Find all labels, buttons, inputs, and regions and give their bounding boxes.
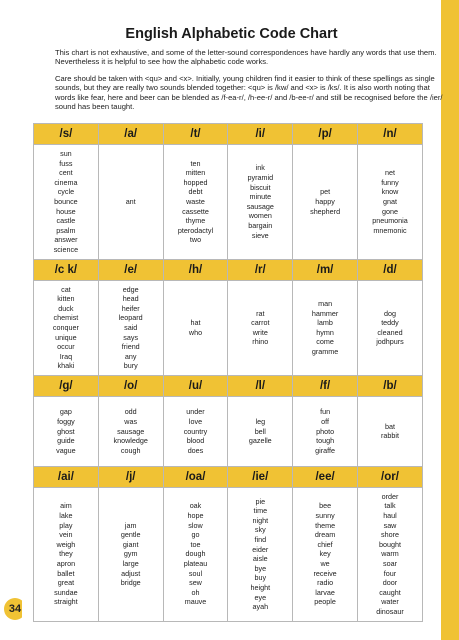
example-word: house bbox=[56, 206, 76, 216]
example-word: ghost bbox=[57, 426, 75, 436]
example-word: any bbox=[124, 351, 137, 361]
example-word: lamb bbox=[317, 318, 333, 328]
example-word: bee bbox=[319, 501, 332, 511]
word-cell bbox=[228, 396, 293, 466]
example-word: eye bbox=[254, 592, 267, 602]
sound-header: /t/ bbox=[163, 124, 228, 145]
example-word: four bbox=[383, 568, 397, 578]
example-word: ink bbox=[255, 163, 265, 173]
intro-paragraph-1: This chart is not exhaustive, and some of the letter-sound correspondences have hardly any words that use them. Nevertheless it is helpful to see how the alphabetic code works. bbox=[55, 48, 437, 67]
example-word: says bbox=[123, 332, 139, 342]
sound-header: /m/ bbox=[293, 259, 358, 280]
example-word: haul bbox=[383, 511, 397, 521]
yellow-side-band bbox=[441, 0, 459, 640]
example-word: oak bbox=[189, 501, 202, 511]
example-word: slow bbox=[188, 520, 203, 530]
sound-header: /a/ bbox=[98, 124, 163, 145]
word-cell bbox=[98, 396, 163, 466]
example-word: cycle bbox=[57, 187, 75, 197]
example-word: pterodactyl bbox=[177, 225, 214, 235]
word-cell bbox=[293, 487, 358, 621]
intro-text bbox=[55, 48, 443, 118]
example-word: leg bbox=[255, 416, 266, 426]
example-word: photo bbox=[316, 426, 335, 436]
example-word: fun bbox=[320, 407, 331, 417]
sound-header: /o/ bbox=[98, 375, 163, 396]
example-word: rat bbox=[256, 308, 265, 318]
example-word: go bbox=[191, 530, 200, 540]
example-word: door bbox=[382, 578, 398, 588]
example-word: funny bbox=[381, 177, 399, 187]
example-word: women bbox=[248, 211, 272, 221]
word-row bbox=[34, 396, 423, 466]
word-cell bbox=[34, 145, 99, 260]
example-word: tough bbox=[316, 436, 335, 446]
example-word: gentle bbox=[120, 530, 141, 540]
example-word: fuss bbox=[59, 158, 73, 168]
sound-header: /ai/ bbox=[34, 466, 99, 487]
example-word: love bbox=[188, 416, 203, 426]
example-word: kitten bbox=[57, 294, 75, 304]
word-cell bbox=[228, 145, 293, 260]
example-word: happy bbox=[315, 196, 335, 206]
word-cell bbox=[293, 396, 358, 466]
example-word: mnemonic bbox=[373, 225, 407, 235]
example-word: science bbox=[53, 244, 79, 254]
example-word: bought bbox=[379, 539, 401, 549]
example-word: hammer bbox=[311, 308, 339, 318]
example-word: cent bbox=[59, 168, 73, 178]
sound-header: /c k/ bbox=[34, 259, 99, 280]
example-word: vein bbox=[59, 530, 73, 540]
example-word: giraffe bbox=[315, 445, 336, 455]
sound-header: /s/ bbox=[34, 124, 99, 145]
example-word: they bbox=[59, 549, 73, 559]
example-word: pyramid bbox=[247, 172, 274, 182]
example-word: unique bbox=[55, 332, 77, 342]
word-cell bbox=[357, 145, 422, 260]
word-cell bbox=[357, 280, 422, 375]
word-cell bbox=[293, 145, 358, 260]
sound-header: /d/ bbox=[357, 259, 422, 280]
example-word: gap bbox=[59, 407, 72, 417]
example-word: know bbox=[381, 187, 399, 197]
example-word: we bbox=[320, 559, 330, 569]
example-word: bury bbox=[123, 361, 138, 371]
example-word: pneumonia bbox=[372, 216, 408, 226]
example-word: chemist bbox=[53, 313, 79, 323]
intro-paragraph-2: Care should be taken with <qu> and <x>. Initially, young children find it easier to think of these spellings as single sounds, but they are really two sounds blended together: <qu> is /kw/ and <x> is /ks/. It is also worth noting that words like fear, here and beer can be blended as /f-ea-r/, /h-ee-r/ and /b-ee-r/ and still be recognised before the /ier/ sound has been taught. bbox=[55, 73, 443, 112]
example-word: guide bbox=[57, 436, 75, 446]
example-word: rabbit bbox=[381, 431, 399, 441]
example-word: pie bbox=[255, 496, 266, 506]
example-word: caught bbox=[379, 587, 401, 597]
example-word: bounce bbox=[54, 196, 78, 206]
example-word: aim bbox=[60, 501, 72, 511]
example-word: hymn bbox=[316, 327, 334, 337]
sound-header: /r/ bbox=[228, 259, 293, 280]
word-cell bbox=[98, 487, 163, 621]
word-cell bbox=[163, 145, 228, 260]
sound-header-row bbox=[34, 375, 423, 396]
example-word: apron bbox=[56, 559, 76, 569]
example-word: gym bbox=[123, 549, 138, 559]
example-word: dough bbox=[185, 549, 206, 559]
example-word: lake bbox=[59, 511, 73, 521]
example-word: cleaned bbox=[377, 327, 403, 337]
example-word: ten bbox=[190, 158, 201, 168]
example-word: shore bbox=[381, 530, 399, 540]
example-word: ant bbox=[125, 196, 136, 206]
example-word: sausage bbox=[117, 426, 145, 436]
sound-header: /e/ bbox=[98, 259, 163, 280]
word-cell bbox=[98, 280, 163, 375]
example-word: was bbox=[124, 416, 138, 426]
example-word: chief bbox=[317, 539, 333, 549]
page-title: English Alphabetic Code Chart bbox=[125, 26, 338, 42]
example-word: oh bbox=[191, 587, 200, 597]
example-word: said bbox=[124, 322, 138, 332]
example-word: come bbox=[316, 337, 334, 347]
word-cell bbox=[98, 145, 163, 260]
example-word: sausage bbox=[246, 201, 274, 211]
example-word: two bbox=[189, 235, 202, 245]
example-word: plateau bbox=[183, 559, 208, 569]
example-word: bargain bbox=[248, 220, 273, 230]
example-word: bell bbox=[254, 426, 266, 436]
example-word: edge bbox=[122, 284, 139, 294]
example-word: teddy bbox=[381, 318, 399, 328]
example-word: receive bbox=[313, 568, 337, 578]
example-word: friend bbox=[121, 342, 140, 352]
example-word: large bbox=[122, 559, 139, 569]
example-word: knowledge bbox=[113, 436, 148, 446]
example-word: larvae bbox=[315, 587, 335, 597]
example-word: dog bbox=[383, 308, 396, 318]
example-word: who bbox=[188, 327, 203, 337]
example-word: bridge bbox=[120, 578, 141, 588]
example-word: bat bbox=[384, 421, 395, 431]
example-word: soar bbox=[383, 559, 397, 569]
example-word: country bbox=[183, 426, 208, 436]
sound-header: /f/ bbox=[293, 375, 358, 396]
word-cell bbox=[293, 280, 358, 375]
word-cell bbox=[228, 280, 293, 375]
sound-header: /b/ bbox=[357, 375, 422, 396]
example-word: aisle bbox=[252, 554, 268, 564]
word-row bbox=[34, 145, 423, 260]
sound-header: /i/ bbox=[228, 124, 293, 145]
example-word: great bbox=[57, 578, 75, 588]
example-word: mauve bbox=[184, 597, 207, 607]
example-word: debt bbox=[188, 187, 203, 197]
example-word: net bbox=[384, 168, 395, 178]
left-margin bbox=[0, 0, 22, 640]
example-word: Iraq bbox=[59, 351, 73, 361]
sound-header: /j/ bbox=[98, 466, 163, 487]
example-word: cat bbox=[61, 284, 71, 294]
example-word: off bbox=[321, 416, 330, 426]
sound-header: /or/ bbox=[357, 466, 422, 487]
alphabetic-code-table bbox=[33, 123, 423, 622]
example-word: radio bbox=[317, 578, 334, 588]
example-word: gramme bbox=[311, 346, 339, 356]
example-word: sundae bbox=[54, 587, 78, 597]
example-word: toe bbox=[190, 539, 201, 549]
word-cell bbox=[357, 487, 422, 621]
example-word: heifer bbox=[121, 303, 140, 313]
sound-header: /n/ bbox=[357, 124, 422, 145]
example-word: dinosaur bbox=[376, 607, 404, 616]
example-word: time bbox=[253, 506, 268, 516]
example-word: cinema bbox=[54, 177, 78, 187]
word-cell bbox=[34, 487, 99, 621]
example-word: buy bbox=[254, 573, 267, 583]
example-word: shepherd bbox=[310, 206, 341, 216]
example-word: gnat bbox=[382, 196, 397, 206]
example-word: sun bbox=[60, 149, 72, 158]
example-word: gone bbox=[381, 206, 398, 216]
sound-header: /u/ bbox=[163, 375, 228, 396]
example-word: soul bbox=[188, 568, 203, 578]
example-word: ballet bbox=[57, 568, 75, 578]
example-word: blood bbox=[186, 436, 205, 446]
example-word: order bbox=[381, 491, 399, 501]
sound-header: /ie/ bbox=[228, 466, 293, 487]
word-cell bbox=[163, 396, 228, 466]
example-word: eider bbox=[252, 544, 269, 554]
example-word: rhino bbox=[252, 337, 269, 347]
example-word: duck bbox=[58, 303, 74, 313]
example-word: thyme bbox=[185, 216, 206, 226]
example-word: water bbox=[381, 597, 399, 607]
sound-header-row bbox=[34, 466, 423, 487]
sound-header: /l/ bbox=[228, 375, 293, 396]
example-word: write bbox=[252, 327, 268, 337]
example-word: sky bbox=[254, 525, 266, 535]
example-word: height bbox=[250, 583, 271, 593]
example-word: occur bbox=[57, 342, 75, 352]
example-word: dream bbox=[314, 530, 336, 540]
example-word: find bbox=[254, 535, 267, 545]
example-word: straight bbox=[54, 597, 78, 607]
example-word: weigh bbox=[56, 539, 76, 549]
sound-header: /ee/ bbox=[293, 466, 358, 487]
example-word: hat bbox=[190, 318, 201, 328]
example-word: carrot bbox=[251, 318, 270, 328]
example-word: leopard bbox=[118, 313, 143, 323]
example-word: giant bbox=[122, 539, 139, 549]
word-cell bbox=[163, 280, 228, 375]
word-cell bbox=[228, 487, 293, 621]
example-word: head bbox=[122, 294, 139, 304]
example-word: cough bbox=[120, 445, 141, 455]
sound-header: /h/ bbox=[163, 259, 228, 280]
example-word: gazelle bbox=[248, 436, 272, 446]
example-word: mitten bbox=[185, 168, 206, 178]
example-word: theme bbox=[315, 520, 336, 530]
example-word: conquer bbox=[52, 322, 79, 332]
example-word: man bbox=[318, 298, 333, 308]
sound-header-row bbox=[34, 124, 423, 145]
example-word: odd bbox=[124, 407, 137, 417]
sound-header-row bbox=[34, 259, 423, 280]
sound-header: /g/ bbox=[34, 375, 99, 396]
example-word: castle bbox=[56, 216, 76, 226]
sound-header: /oa/ bbox=[163, 466, 228, 487]
example-word: khaki bbox=[57, 361, 75, 371]
example-word: hope bbox=[187, 511, 204, 521]
example-word: night bbox=[252, 515, 269, 525]
example-word: play bbox=[59, 520, 73, 530]
example-word: sunny bbox=[315, 511, 335, 521]
example-word: vague bbox=[56, 445, 76, 455]
word-row bbox=[34, 280, 423, 375]
example-word: jodhpurs bbox=[376, 337, 404, 347]
sound-header: /p/ bbox=[293, 124, 358, 145]
example-word: answer bbox=[54, 235, 78, 245]
example-word: foggy bbox=[57, 416, 75, 426]
example-word: minute bbox=[249, 192, 272, 202]
example-word: does bbox=[187, 445, 204, 455]
example-word: jam bbox=[124, 520, 137, 530]
word-cell bbox=[34, 396, 99, 466]
example-word: adjust bbox=[121, 568, 141, 578]
example-word: waste bbox=[186, 196, 205, 206]
word-cell bbox=[163, 487, 228, 621]
example-word: people bbox=[314, 597, 336, 607]
example-word: warm bbox=[381, 549, 399, 559]
example-word: pet bbox=[320, 187, 331, 197]
example-word: sieve bbox=[251, 230, 269, 240]
example-word: under bbox=[186, 407, 205, 417]
example-word: biscuit bbox=[250, 182, 271, 192]
example-word: saw bbox=[383, 520, 397, 530]
example-word: key bbox=[319, 549, 331, 559]
example-word: hopped bbox=[183, 177, 208, 187]
example-word: ayah bbox=[252, 602, 269, 612]
word-cell bbox=[34, 280, 99, 375]
word-row bbox=[34, 487, 423, 621]
example-word: psalm bbox=[56, 225, 76, 235]
example-word: bye bbox=[254, 563, 267, 573]
page-number: 34 bbox=[4, 598, 26, 620]
example-word: talk bbox=[384, 501, 396, 511]
word-cell bbox=[357, 396, 422, 466]
example-word: sew bbox=[189, 578, 202, 588]
example-word: cassette bbox=[182, 206, 209, 216]
